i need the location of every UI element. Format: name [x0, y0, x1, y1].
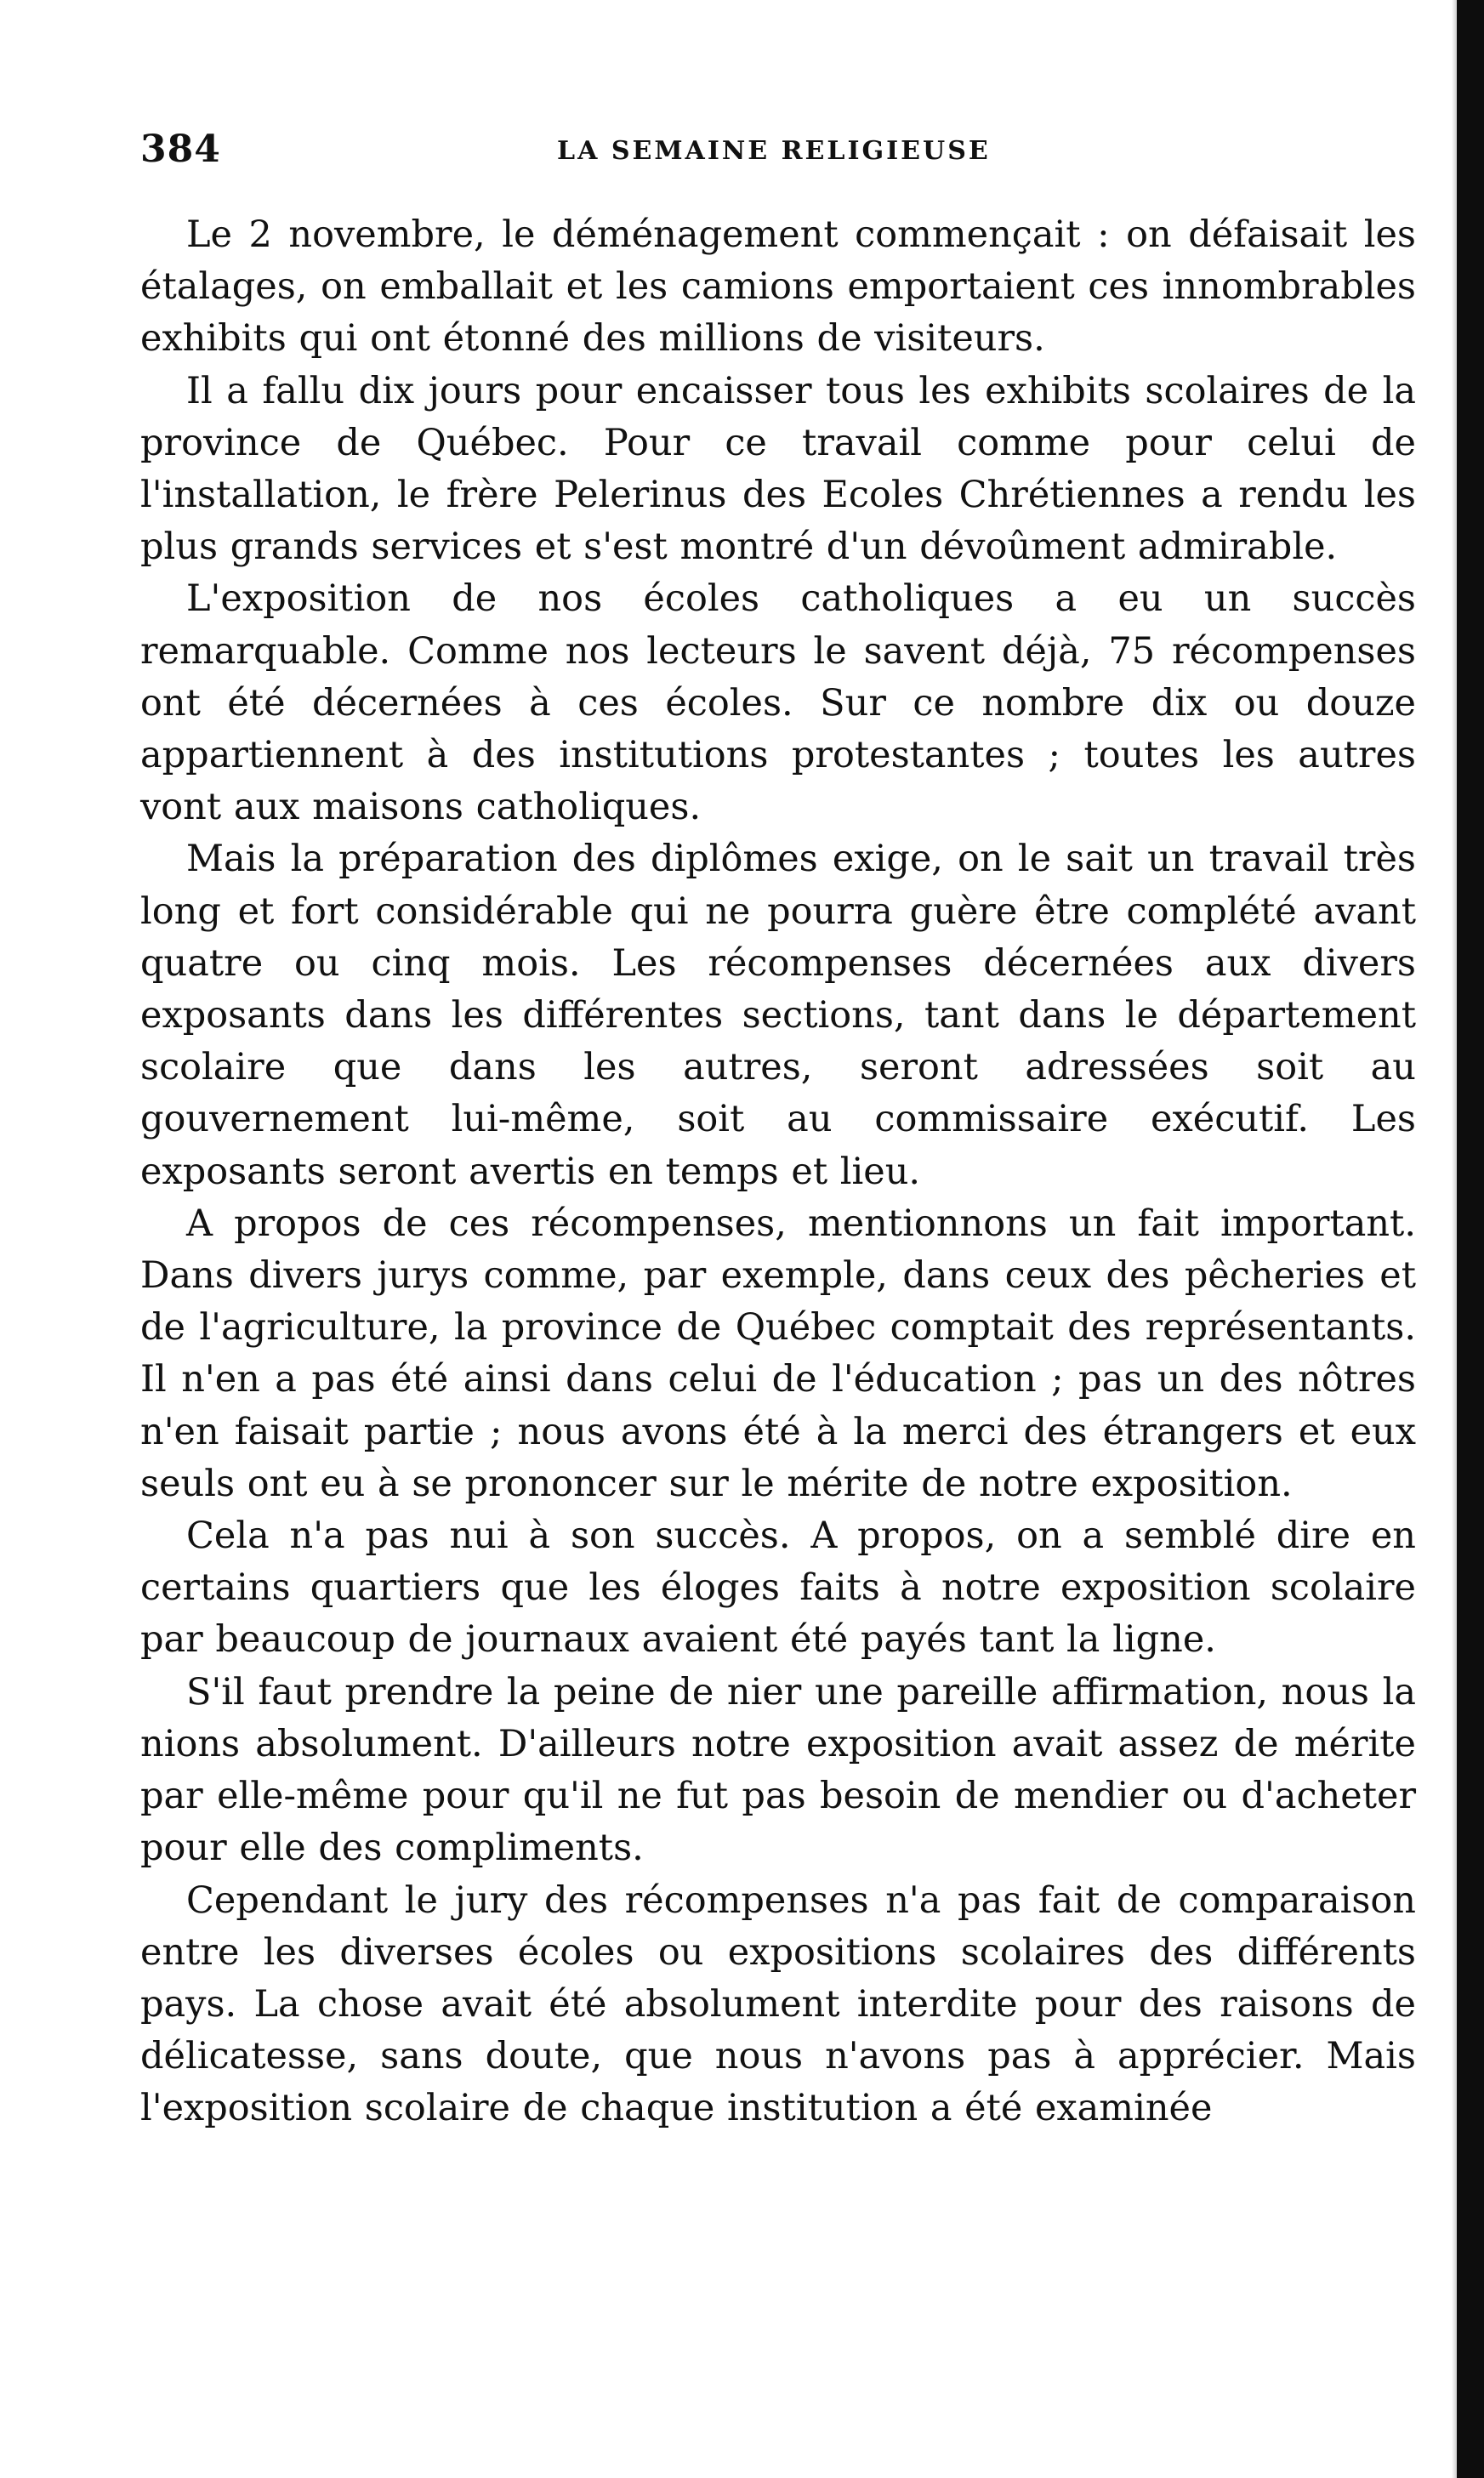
body-text	[140, 209, 1416, 2135]
page-header	[140, 128, 1416, 179]
paragraph-1: Le 2 novembre, le déménagement commençait : on défaisait les étalages, on emballait et les camions emportaient ces innombrables exhibits qui ont étonné des millions de visiteurs.	[140, 213, 1416, 361]
paragraph-6: Cela n'a pas nui à son succès. A propos, on a semblé dire en certains quartiers que les éloges faits à notre exposition scolaire par beaucoup de journaux avaient été payés tant la ligne.	[140, 1515, 1416, 1662]
paragraph-5: A propos de ces récompenses, mentionnons un fait important. Dans divers jurys comme, par exemple, dans ceux des pêcheries et de l'agriculture, la province de Québec comptait des représentants. Il n'en a pas été ainsi dans celui de l'éducation ; pas un des nôtres n'en faisait partie ; nous avons été à la merci des étrangers et eux seuls ont eu à se prononcer sur le mérite de notre exposition.	[140, 1202, 1416, 1505]
scan-binding-edge	[1457, 0, 1484, 2478]
paragraph-7: S'il faut prendre la peine de nier une pareille affirmation, nous la nions absolument. D'ailleurs notre exposition avait assez de mérite par elle-même pour qu'il ne fut pas besoin de mendier ou d'acheter pour elle des compliments.	[140, 1670, 1416, 1870]
running-head: LA SEMAINE RELIGIEUSE	[557, 136, 991, 166]
paragraph-8: Cependant le jury des récompenses n'a pas fait de comparaison entre les diverses écoles ou expositions scolaires des différents pays. La chose avait été absolument interdite pour des raisons de délicatesse, sans doute, que nous n'avons pas à apprécier. Mais l'exposition scolaire de chaque institution a été examinée	[140, 1878, 1416, 2130]
paragraph-2: Il a fallu dix jours pour encaisser tous les exhibits scolaires de la province de Québec. Pour ce travail comme pour celui de l'installation, le frère Pelerinus des Ecoles Chrétiennes a rendu les plus grands services et s'est montré d'un dévoûment admirable.	[140, 369, 1416, 569]
page-number: 384	[140, 128, 221, 171]
paragraph-4: Mais la préparation des diplômes exige, on le sait un travail très long et fort considérable qui ne pourra guère être complété avant quatre ou cinq mois. Les récompenses décernées aux divers exposants dans les différentes sections, tant dans le département scolaire que dans les autres, seront adressées soit au gouvernement lui-même, soit au commissaire exécutif. Les exposants seront avertis en temps et lieu.	[140, 838, 1416, 1193]
paragraph-3: L'exposition de nos écoles catholiques a eu un succès remarquable. Comme nos lecteurs le savent déjà, 75 récompenses ont été décernées à ces écoles. Sur ce nombre dix ou douze appartiennent à des institutions protestantes ; toutes les autres vont aux maisons catholiques.	[140, 577, 1416, 829]
